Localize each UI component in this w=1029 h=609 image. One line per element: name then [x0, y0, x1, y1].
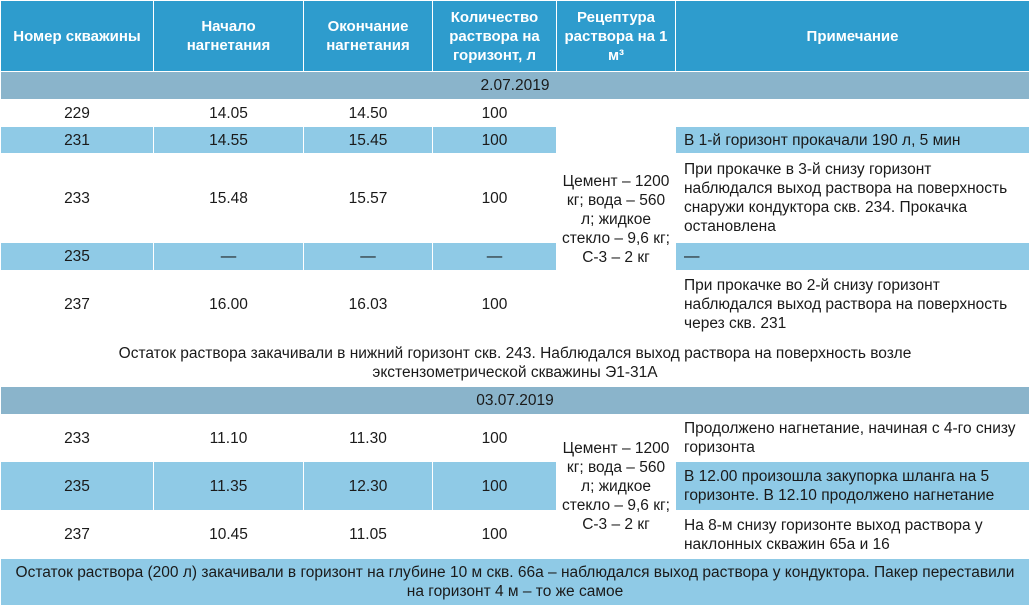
table-row: [1, 511, 1029, 559]
note-cell: На 8-м снизу горизонте выход раствора у наклонных скважин 65а и 16: [676, 511, 1029, 559]
volume-cell: 100: [433, 154, 557, 243]
note-cell: [676, 100, 1029, 127]
header-end: Окончание нагнетания: [304, 1, 433, 72]
table-row: [1, 100, 1029, 127]
table-row: [1, 127, 1029, 154]
header-row: [1, 1, 1029, 72]
summary-row: [1, 339, 1029, 387]
end-cell: 15.45: [304, 127, 433, 154]
header-start: Начало нагнетания: [154, 1, 304, 72]
start-cell: 14.05: [154, 100, 304, 127]
volume-cell: 100: [433, 462, 557, 511]
well-cell: 233: [1, 154, 154, 243]
start-cell: 11.10: [154, 415, 304, 462]
note-cell: В 12.00 произошла закупорка шланга на 5 горизонте. В 12.10 продолжено нагнетание: [676, 462, 1029, 511]
summary-row: [1, 559, 1029, 606]
start-cell: 16.00: [154, 271, 304, 339]
well-cell: 231: [1, 127, 154, 154]
header-note: Примечание: [676, 1, 1029, 72]
table-row: [1, 271, 1029, 339]
end-cell: 14.50: [304, 100, 433, 127]
table-row: [1, 415, 1029, 462]
volume-cell: 100: [433, 511, 557, 559]
start-cell: 10.45: [154, 511, 304, 559]
well-cell: 235: [1, 462, 154, 511]
header-well: Номер скважины: [1, 1, 154, 72]
end-cell: 11.05: [304, 511, 433, 559]
recipe-cell: Цемент – 1200 кг; вода – 560 л; жидкое стекло – 9,6 кг; С-3 – 2 кг: [557, 100, 676, 339]
end-cell: 12.30: [304, 462, 433, 511]
table-row: [1, 154, 1029, 243]
well-cell: 229: [1, 100, 154, 127]
end-cell: 15.57: [304, 154, 433, 243]
end-cell: 16.03: [304, 271, 433, 339]
well-cell: 235: [1, 243, 154, 271]
end-cell: 11.30: [304, 415, 433, 462]
date-cell: 2.07.2019: [1, 72, 1029, 100]
start-cell: 11.35: [154, 462, 304, 511]
volume-cell: 100: [433, 415, 557, 462]
date-row: [1, 72, 1029, 100]
note-cell: Продолжено нагнетание, начиная с 4-го снизу горизонта: [676, 415, 1029, 462]
date-row: [1, 387, 1029, 415]
table-row: [1, 243, 1029, 271]
well-cell: 233: [1, 415, 154, 462]
volume-cell: —: [433, 243, 557, 271]
note-cell: При прокачке во 2-й снизу горизонт наблюдался выход раствора на поверхность через скв. 231: [676, 271, 1029, 339]
well-cell: 237: [1, 271, 154, 339]
start-cell: 15.48: [154, 154, 304, 243]
volume-cell: 100: [433, 100, 557, 127]
note-cell: При прокачке в 3-й снизу горизонт наблюдался выход раствора на поверхность снаружи кондуктора скв. 234. Прокачка остановлена: [676, 154, 1029, 243]
well-cell: 237: [1, 511, 154, 559]
summary-cell: Остаток раствора закачивали в нижний горизонт скв. 243. Наблюдался выход раствора на поверхность возле экстензометрической скважины Э1-31А: [1, 339, 1029, 387]
header-recipe: Рецептура раствора на 1 м³: [557, 1, 676, 72]
end-cell: —: [304, 243, 433, 271]
volume-cell: 100: [433, 271, 557, 339]
start-cell: 14.55: [154, 127, 304, 154]
date-cell: 03.07.2019: [1, 387, 1029, 415]
summary-cell: Остаток раствора (200 л) закачивали в горизонт на глубине 10 м скв. 66а – наблюдался выход раствора у кондуктора. Пакер переставили на горизонт 4 м – то же самое: [1, 559, 1029, 606]
table-row: [1, 462, 1029, 511]
start-cell: —: [154, 243, 304, 271]
note-cell: —: [676, 243, 1029, 271]
volume-cell: 100: [433, 127, 557, 154]
recipe-cell: Цемент – 1200 кг; вода – 560 л; жидкое стекло – 9,6 кг; С-3 – 2 кг: [557, 415, 676, 559]
note-cell: В 1-й горизонт прокачали 190 л, 5 мин: [676, 127, 1029, 154]
header-volume: Количество раствора на горизонт, л: [433, 1, 557, 72]
